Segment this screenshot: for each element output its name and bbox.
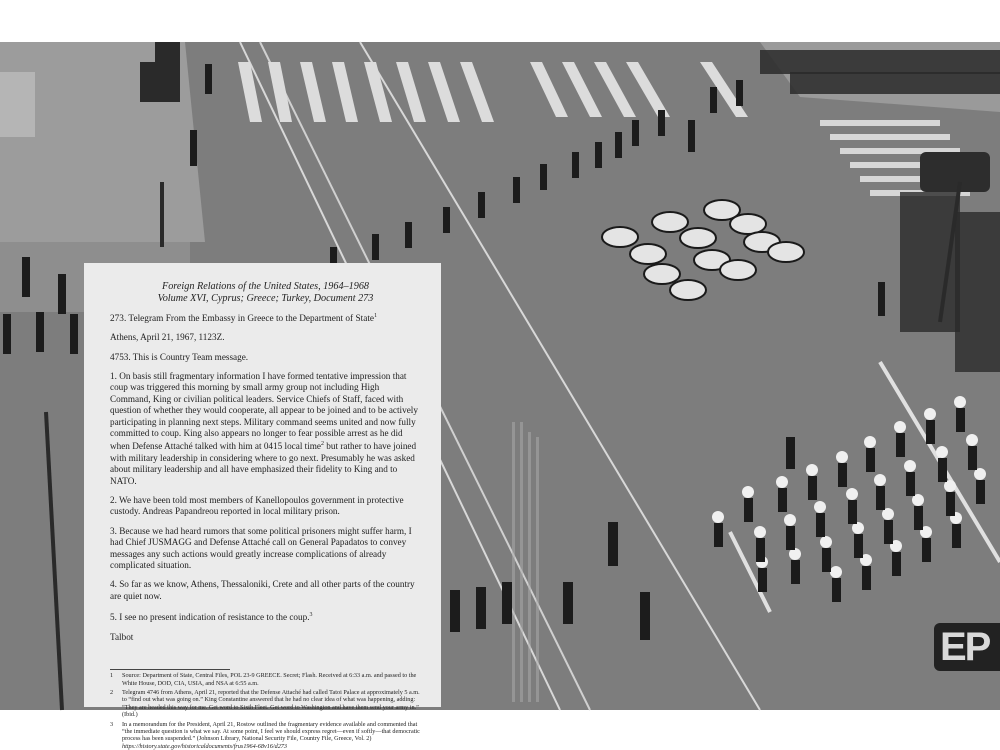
dateline: Athens, April 21, 1967, 1123Z.: [110, 332, 225, 343]
footnote-text: Source: Department of State, Central Files, POL 23-9 GREECE. Secret; Flash. Received at 6:33 a.m. and passed to the White House, DOD, CIA, USIA, and NSA at 6:55 a.m.: [122, 672, 417, 687]
footnote-ref-3[interactable]: 3: [309, 612, 313, 619]
paragraph-1-text-a: 1. On basis still fragmentary information I have formed tentative impression that coup was triggered this morning by small army group not including High Command, King or civilian political leaders. Service Chiefs of Staff, faced with question of whether they would cooperate, all appear to be joined and to be actively participating in planning next steps. Military command seems united and now fully committed to coup. King also appears no longer to fear possible arrest as he did when Defense Attaché talked with him at 0415 local time: [110, 370, 418, 452]
footnote-text: [122, 721, 421, 750]
footnote-number: 1: [110, 672, 114, 680]
paragraph-4: 4. So far as we know, Athens, Thessaloniki, Crete and all other parts of the country are quiet now.: [110, 579, 415, 601]
paragraph-1-text-b: but rather to have joined with military leadership in considering where to go next. Presumably he was asked about military leadership and all have emphasized their fidelity to King and to NATO.: [110, 441, 417, 486]
intro-line: 4753. This is Country Team message.: [110, 351, 249, 362]
paragraph-5-text: 5. I see no present indication of resistance to the coup.: [110, 612, 310, 623]
footnote-text: Telegram 4746 from Athens, April 21, reported that the Defense Attaché had called Tatoi Palace at approximately 5 a.m. to “find out what was going on.” King Constantine answered that he had no clear idea of what was happening, adding: “They are headed this way for me. Get word to Sixth Fleet. Get word to Washington and have them send your army in.” (Ibid.): [122, 688, 420, 719]
document-title: [110, 313, 421, 324]
ep-logo: EP: [934, 623, 1000, 671]
footnote-ref-1[interactable]: 1: [374, 313, 378, 319]
kiosk: [0, 72, 35, 137]
paragraph-3: 3. Because we had heard rumors that some political prisoners might suffer harm, I had Chief JUSMAGG and Defense Attaché call on General Papadatos to convey messages any such actions would greatly increase complications of already complicated situation.: [110, 525, 412, 571]
footnote-divider: [110, 669, 230, 670]
footnote-number: 2: [110, 688, 114, 696]
footnote: [110, 672, 421, 687]
series-title: Foreign Relations of the United States, 1964–1968: [161, 281, 370, 292]
title-text: 273. Telegram From the Embassy in Greece to the Department of State: [110, 314, 375, 325]
footnote-ref-2[interactable]: 2: [321, 441, 324, 448]
signature: Talbot: [110, 631, 134, 642]
jeep: [920, 152, 990, 192]
footnote: [110, 721, 421, 750]
footnote-number: 3: [110, 720, 114, 728]
paragraph-5: [110, 610, 421, 623]
footnote-3-text: In a memorandum for the President, April 21, Rostow outlined the fragmentary evidence available and commented that “the immediate question is what we say. At some point, I feel we should express regret—even if softly—that democratic process has been suspended.” (Johnson Library, National Security File, Country File, Greece, Vol. 2): [122, 720, 420, 743]
volume-title: Volume XVI, Cyprus; Greece; Turkey, Document 273: [157, 293, 374, 304]
document-page: [84, 263, 441, 750]
footnote: [110, 689, 421, 719]
document-header: [110, 281, 421, 305]
paragraph-1: [110, 371, 421, 487]
footnote-3-link[interactable]: https://history.state.gov/historicaldocuments/frus1964-68v16/d273: [122, 742, 287, 750]
paragraph-2: 2. We have been told most members of Kanellopoulos government in protective custody. Andreas Papandreou reported in local military prison.: [110, 495, 404, 517]
